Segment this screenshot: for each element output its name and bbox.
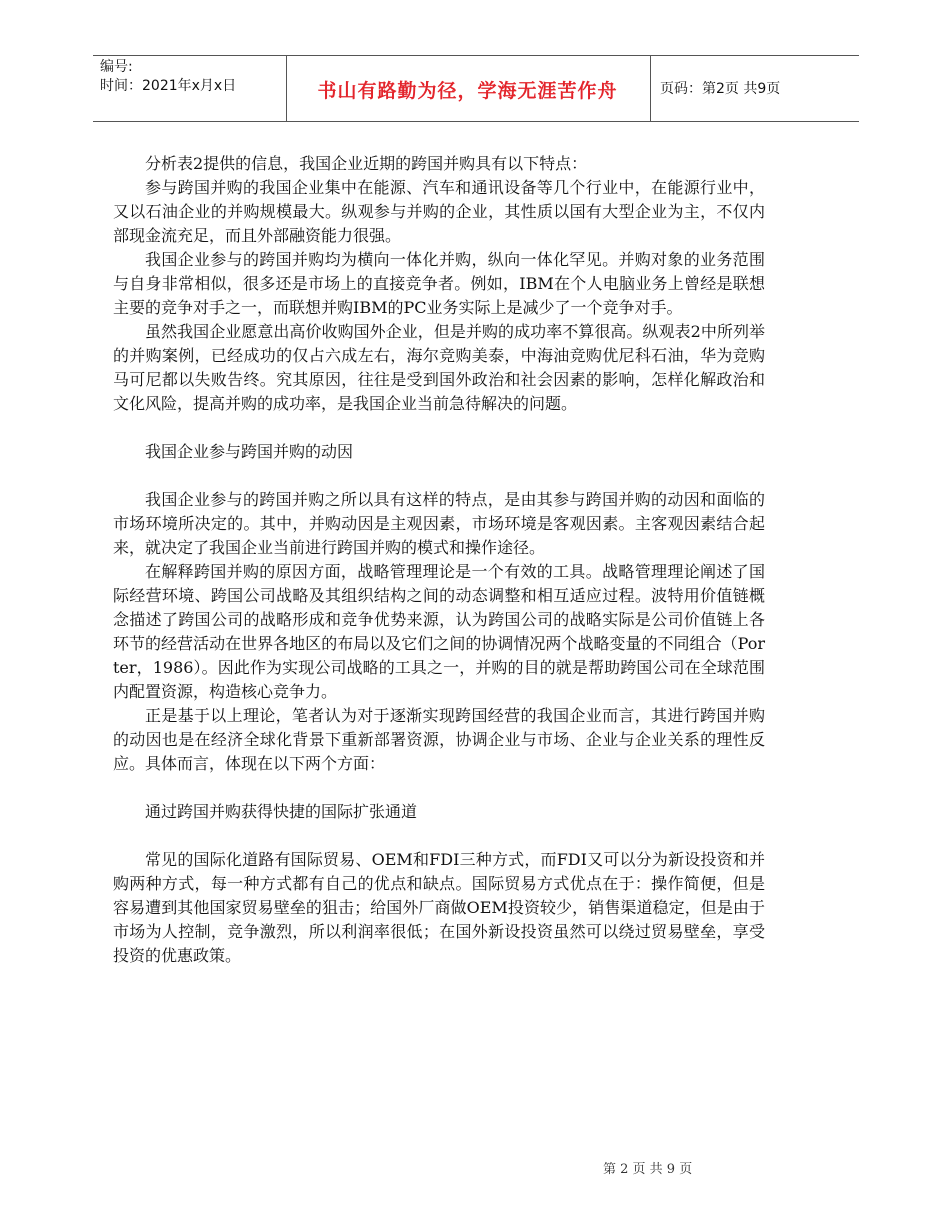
paragraph-1: 分析表2提供的信息，我国企业近期的跨国并购具有以下特点： [145,154,588,173]
paragraph-8: 常见的国际化道路有国际贸易、OEM和FDI三种方式，而FDI又可以分为新设投资和并购两种方式，每一种方式都有自己的优点和缺点。国际贸易方式优点在于：操作简便，但是容易遭到其他国家贸易壁垒的狙击；给国外厂商做OEM投资较少，销售渠道稳定，但是由于市场为人控制，竞争激烈，所以利润率很低；在国外新设投资虽然可以绕过贸易壁垒，享受投资的优惠政策。 [113,850,765,965]
footer-page-number: 第 2 页 共 9 页 [603,1162,693,1177]
header-top-rule [93,55,859,56]
paragraph-7: 正是基于以上理论，笔者认为对于逐渐实现跨国经营的我国企业而言，其进行跨国并购的动因也是在经济全球化背景下重新部署资源，协调企业与市场、企业与企业关系的理性反应。具体而言，体现在以下两个方面： [113,706,765,773]
paragraph-4: 虽然我国企业愿意出高价收购国外企业，但是并购的成功率不算很高。纵观表2中所列举的并购案例，已经成功的仅占六成左右，海尔竞购美泰，中海油竞购优尼科石油，华为竞购马可尼都以失败告终。究其原因，往往是受到国外政治和社会因素的影响，怎样化解政治和文化风险，提高并购的成功率，是我国企业当前急待解决的问题。 [113,322,765,413]
header-meta [100,58,236,96]
section-heading-motives: 我国企业参与跨国并购的动因 [145,442,354,461]
document-body [113,152,765,968]
paragraph-2: 参与跨国并购的我国企业集中在能源、汽车和通讯设备等几个行业中，在能源行业中，又以石油企业的并购规模最大。纵观参与并购的企业，其性质以国有大型企业为主，不仅内部现金流充足，而且外部融资能力很强。 [113,178,765,245]
header-bottom-rule [93,121,859,122]
header-divider-left [286,55,287,121]
paragraph-5: 我国企业参与的跨国并购之所以具有这样的特点，是由其参与跨国并购的动因和面临的市场环境所决定的。其中，并购动因是主观因素，市场环境是客观因素。主客观因素结合起来，就决定了我国企业当前进行跨国并购的模式和操作途径。 [113,490,765,557]
paragraph-6: 在解释跨国并购的原因方面，战略管理理论是一个有效的工具。战略管理理论阐述了国际经营环境、跨国公司战略及其组织结构之间的动态调整和相互适应过程。波特用价值链概念描述了跨国公司的战略形成和竞争优势来源，认为跨国公司的战略实际是公司价值链上各环节的经营活动在世界各地区的布局以及它们之间的协调情况两个战略变量的不同组合（Porter，1986）。因此作为实现公司战略的工具之一，并购的目的就是帮助跨国公司在全球范围内配置资源，构造核心竞争力。 [113,562,765,701]
number-label: 编号: [100,59,133,75]
paragraph-3: 我国企业参与的跨国并购均为横向一体化并购，纵向一体化罕见。并购对象的业务范围与自身非常相似，很多还是市场上的直接竞争者。例如，IBM在个人电脑业务上曾经是联想主要的竞争对手之一，而联想并购IBM的PC业务实际上是减少了一个竞争对手。 [113,250,765,317]
header-page-info: 页码：第2页 共9页 [660,81,781,97]
section-heading-expansion: 通过跨国并购获得快捷的国际扩张通道 [145,802,418,821]
header-divider-right [650,55,651,121]
header-motto: 书山有路勤为径，学海无涯苦作舟 [317,80,618,102]
time-label: 时间：2021年x月x日 [100,78,237,94]
